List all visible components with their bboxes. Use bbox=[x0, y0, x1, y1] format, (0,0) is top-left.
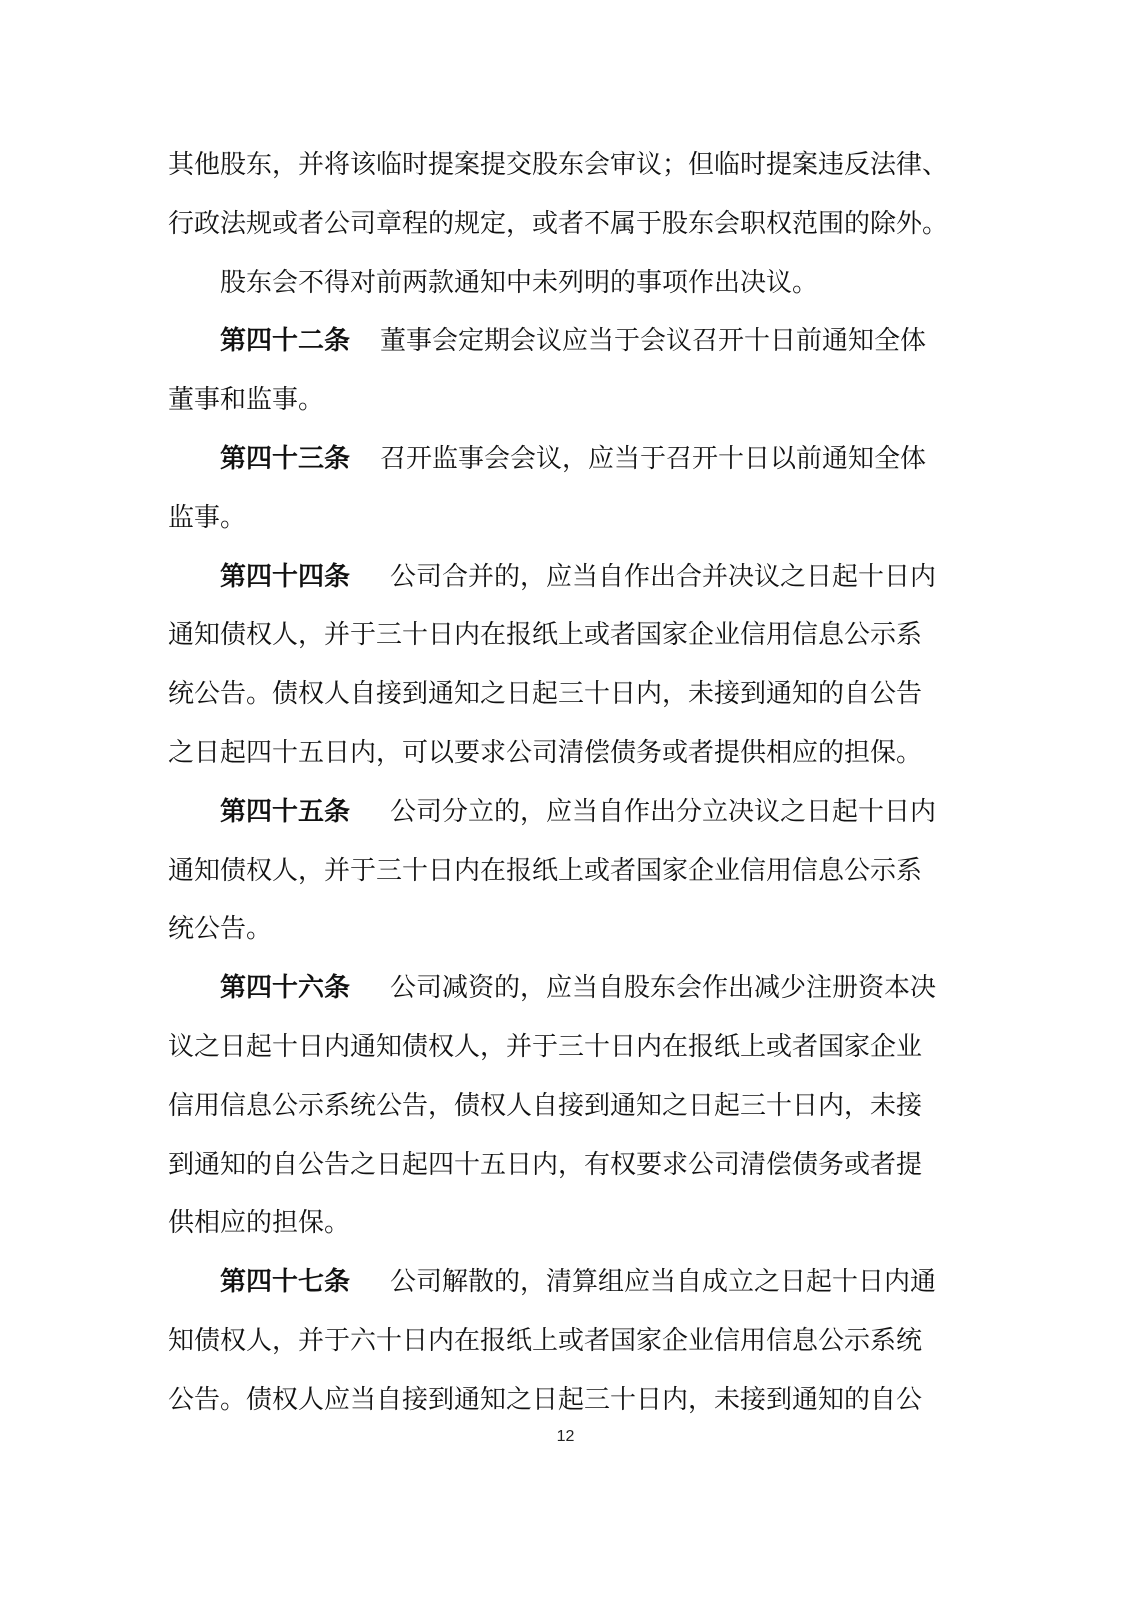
text-line: 其他股东，并将该临时提案提交股东会审议；但临时提案违反法律、 bbox=[168, 150, 948, 180]
article-42-first-line bbox=[168, 312, 948, 371]
text-line: 通知债权人，并于三十日内在报纸上或者国家企业信用信息公示系 bbox=[168, 620, 923, 651]
document-body bbox=[168, 136, 948, 1430]
text-line: 监事。 bbox=[168, 502, 247, 533]
text-line: 之日起四十五日内，可以要求公司清偿债务或者提供相应的担保。 bbox=[168, 737, 923, 768]
article-45-first-line bbox=[168, 783, 948, 842]
article-46-heading: 第四十六条 bbox=[220, 973, 351, 1004]
text-line: 信用信息公示系统公告，债权人自接到通知之日起三十日内，未接 bbox=[168, 1090, 923, 1121]
article-42-heading: 第四十二条 bbox=[220, 326, 351, 357]
text-line: 到通知的自公告之日起四十五日内，有权要求公司清偿债务或者提 bbox=[168, 1149, 923, 1180]
article-44-text: 公司合并的，应当自作出合并决议之日起十日内 bbox=[390, 561, 937, 592]
article-43-text: 召开监事会会议，应当于召开十日以前通知全体 bbox=[380, 443, 927, 474]
article-44-heading: 第四十四条 bbox=[220, 561, 351, 592]
article-44-first-line bbox=[168, 548, 948, 607]
text-line: 行政法规或者公司章程的规定，或者不属于股东会职权范围的除外。 bbox=[168, 208, 948, 239]
text-line: 公告。债权人应当自接到通知之日起三十日内，未接到通知的自公 bbox=[168, 1384, 923, 1415]
article-47-text: 公司解散的，清算组应当自成立之日起十日内通 bbox=[390, 1267, 937, 1298]
text-line: 董事和监事。 bbox=[168, 385, 325, 416]
text-line: 统公告。债权人自接到通知之日起三十日内，未接到通知的自公告 bbox=[168, 679, 923, 710]
page-number: 12 bbox=[556, 1428, 575, 1445]
article-45-text: 公司分立的，应当自作出分立决议之日起十日内 bbox=[390, 796, 937, 827]
article-43-heading: 第四十三条 bbox=[220, 443, 351, 474]
text-line: 通知债权人，并于三十日内在报纸上或者国家企业信用信息公示系 bbox=[168, 855, 923, 886]
article-47-heading: 第四十七条 bbox=[220, 1267, 351, 1298]
text-line: 统公告。 bbox=[168, 914, 273, 945]
article-45-heading: 第四十五条 bbox=[220, 796, 351, 827]
article-46-first-line bbox=[168, 959, 948, 1018]
text-line: 议之日起十日内通知债权人，并于三十日内在报纸上或者国家企业 bbox=[168, 1031, 923, 1062]
article-46-text: 公司减资的，应当自股东会作出减少注册资本决 bbox=[390, 973, 937, 1004]
article-42-text: 董事会定期会议应当于会议召开十日前通知全体 bbox=[380, 326, 927, 357]
article-43-first-line bbox=[168, 430, 948, 489]
text-line: 供相应的担保。 bbox=[168, 1208, 351, 1239]
text-line: 知债权人，并于六十日内在报纸上或者国家企业信用信息公示系统 bbox=[168, 1325, 923, 1356]
text-line: 股东会不得对前两款通知中未列明的事项作出决议。 bbox=[220, 267, 819, 298]
article-47-first-line bbox=[168, 1253, 948, 1312]
